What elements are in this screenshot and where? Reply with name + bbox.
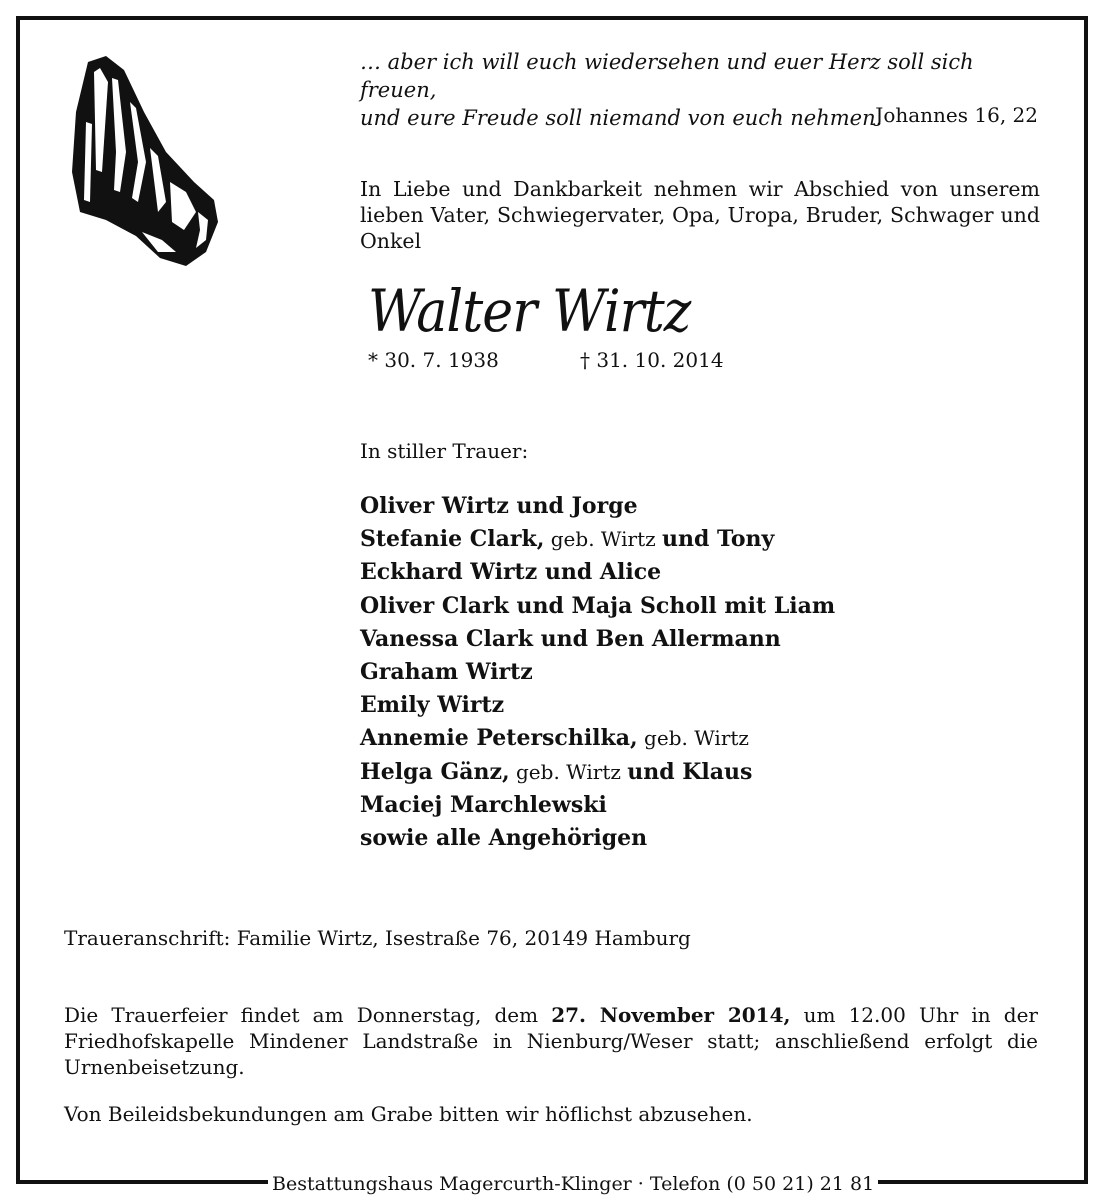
mourners-list — [360, 490, 835, 855]
list-item: Helga Gänz, geb. Wirtz und Klaus — [360, 758, 753, 785]
ceremony-date: 27. November 2014, — [551, 1003, 791, 1027]
funeral-home-footer: Bestattungshaus Magercurth-Klinger · Telefon (0 50 21) 21 81 — [268, 1170, 878, 1198]
praying-hands-icon — [66, 52, 226, 272]
verse-reference: Johannes 16, 22 — [875, 103, 1038, 127]
list-item: Stefanie Clark, geb. Wirtz und Tony — [360, 526, 775, 553]
list-item: Eckhard Wirtz und Alice — [360, 559, 662, 586]
list-item: Vanessa Clark und Ben Allermann — [360, 625, 781, 652]
birth-date: * 30. 7. 1938 — [368, 348, 499, 372]
verse-line-2: und eure Freude soll niemand von euch nehmen. — [360, 106, 883, 130]
death-date: † 31. 10. 2014 — [580, 348, 724, 372]
verse-line-1: … aber ich will euch wiedersehen und euer Herz soll sich freuen, — [360, 50, 974, 102]
condolence-note: Von Beileidsbekundungen am Grabe bitten wir höflichst abzusehen. — [64, 1102, 753, 1126]
list-item: Annemie Peterschilka, geb. Wirtz — [360, 725, 749, 752]
deceased-name: Walter Wirtz — [368, 277, 691, 345]
mourning-label: In stiller Trauer: — [360, 439, 529, 463]
mourning-address: Traueranschrift: Familie Wirtz, Isestraße 76, 20149 Hamburg — [64, 926, 691, 950]
list-item: sowie alle Angehörigen — [360, 825, 648, 852]
list-item: Oliver Wirtz und Jorge — [360, 493, 638, 519]
list-item: Emily Wirtz — [360, 692, 505, 719]
list-item: Maciej Marchlewski — [360, 791, 607, 818]
intro-text: In Liebe und Dankbarkeit nehmen wir Abschied von unserem lieben Vater, Schwiegervater, Opa, Uropa, Bruder, Schwager und Onkel — [360, 177, 1040, 253]
list-item: Oliver Clark und Maja Scholl mit Liam — [360, 592, 836, 619]
list-item: Graham Wirtz — [360, 659, 533, 686]
ceremony-text: Die Trauerfeier findet am Donnerstag, dem 27. November 2014, um 12.00 Uhr in der Friedhofskapelle Mindener Landstraße in Nienburg/Weser statt; anschließend erfolgt die Urnenbeisetzung. — [64, 1003, 1038, 1079]
